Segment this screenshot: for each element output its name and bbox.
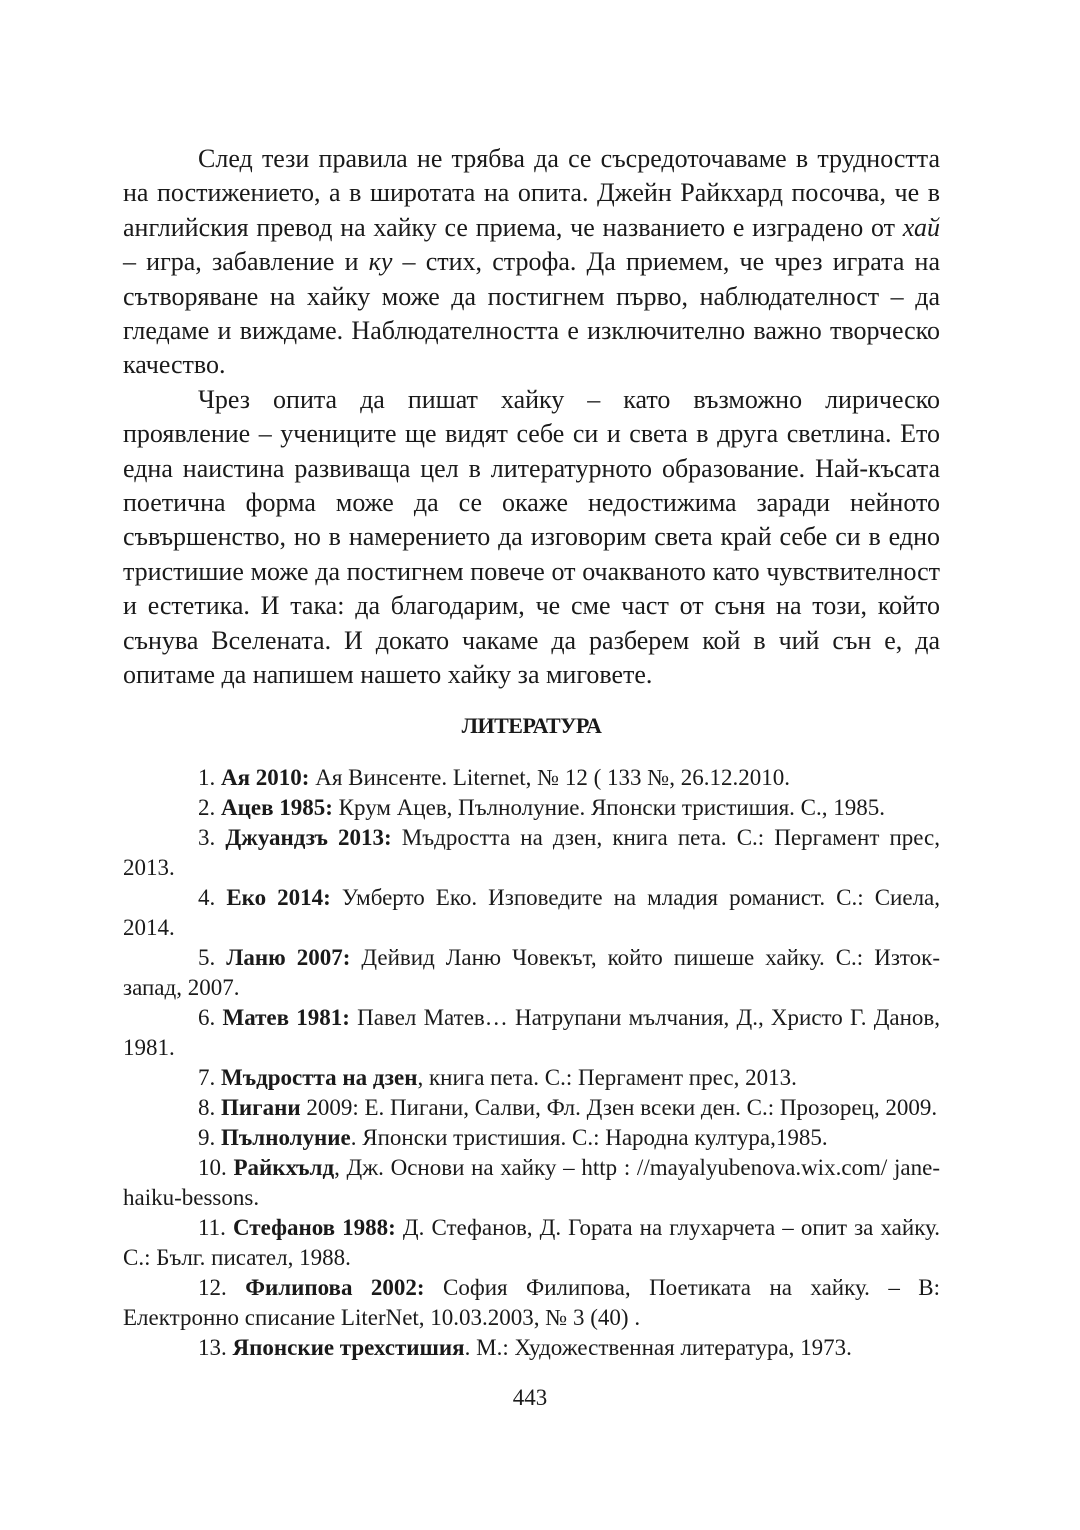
bibliography-entry: [123, 1123, 940, 1153]
body-text: [123, 142, 940, 693]
text-run: 9.: [198, 1125, 221, 1150]
bibliography-entry: [123, 1093, 940, 1123]
text-run: . Японски тристишия. С.: Народна култура,1985.: [350, 1125, 828, 1150]
text-run: 6.: [198, 1005, 223, 1030]
text-run: – игра, забавление и: [123, 247, 369, 277]
bold-run: Райкхълд: [233, 1155, 335, 1180]
text-run: 8.: [198, 1095, 221, 1120]
body-paragraph: [123, 142, 940, 383]
text-run: 13.: [198, 1335, 233, 1360]
text-run: . М.: Художественная литература, 1973.: [464, 1335, 852, 1360]
text-run: 7.: [198, 1065, 221, 1090]
bibliography-entry: [123, 823, 940, 883]
text-run: 2.: [198, 795, 221, 820]
bold-run: Филипова 2002:: [245, 1275, 425, 1300]
italic-run: хай: [902, 212, 940, 242]
bold-run: Еко 2014:: [226, 885, 331, 910]
text-run: 4.: [198, 885, 227, 910]
bibliography-entry: [123, 943, 940, 1003]
bold-run: Мъдростта на дзен: [221, 1065, 418, 1090]
bibliography-heading: ЛИТЕРАТУРА: [461, 713, 602, 738]
bold-run: Стефанов 1988:: [232, 1215, 396, 1240]
text-run: Крум Ацев, Пълнолуние. Японски тристишия. С., 1985.: [332, 795, 886, 820]
text-run: 1.: [198, 765, 221, 790]
text-run: 5.: [198, 945, 227, 970]
text-run: 11.: [198, 1215, 233, 1240]
text-run: 3.: [198, 825, 226, 850]
bold-run: Матев 1981:: [222, 1005, 350, 1030]
bold-run: Ацев 1985:: [221, 795, 333, 820]
bibliography-entry: [123, 883, 940, 943]
bibliography-entry: [123, 1153, 940, 1213]
text-run: , книга пета. С.: Пергамент прес, 2013.: [417, 1065, 797, 1090]
text-run: , Дж. Основи на хайку – http : //mayalyubenova.wix.com/ jane-haiku-bessons.: [123, 1155, 940, 1210]
text-run: София Филипова, Поетиката на хайку. – В: Електронно списание LiterNet, 10.03.2003, № 3 (40) .: [123, 1275, 941, 1330]
bibliography-entry: [123, 763, 940, 793]
text-run: Умберто Еко. Изповедите на младия романист. С.: Сиела, 2014.: [123, 885, 941, 940]
text-run: Дейвид Ланю Човекът, който пишеше хайку. С.: Изток-запад, 2007.: [123, 945, 940, 1000]
text-run: – стих, строфа. Да приемем, че чрез играта на сътворяване на хайку може да постигнем първо, наблюдателност – да гледаме и виждаме. Наблюдателността е изключително важно творческо качество.: [123, 247, 940, 380]
body-paragraph: [123, 383, 940, 693]
bold-run: Пигани: [221, 1095, 301, 1120]
bibliography-list: [123, 763, 940, 1363]
text-run: Павел Матев… Натрупани мълчания, Д., Христо Г. Данов, 1981.: [123, 1005, 941, 1060]
bold-run: Пълнолуние: [221, 1125, 351, 1150]
bibliography-entry: [123, 1333, 940, 1363]
bold-run: Ланю 2007:: [226, 945, 351, 970]
text-run: 12.: [198, 1275, 246, 1300]
italic-run: ку: [368, 247, 393, 277]
text-run: Д. Стефанов, Д. Гората на глухарчета – опит за хайку. С.: Бълг. писател, 1988.: [123, 1215, 940, 1270]
bibliography-entry: [123, 1003, 940, 1063]
bold-run: Японские трехстишия: [232, 1335, 465, 1360]
bibliography-entry: [123, 1273, 940, 1333]
bold-run: Ая 2010:: [221, 765, 310, 790]
text-run: Чрез опита да пишат хайку – като възможно лирическо проявление – учениците ще видят себе си и света в друга светлина. Ето една наистина развиваща цел в литературното образование. Най-късата поетична форма може да се окаже недостижима заради нейното съвършенство, но в намерението да изговорим света край себе си в едно тристишие може да постигнем повече от очакваното като чувствителност и естетика. И така: да благодарим, че сме част от съня на този, който сънува Вселената. И докато чакаме да разберем кой в чий сън е, да опитаме да напишем нашето хайку за миговете.: [123, 384, 940, 690]
page-number: 443: [512, 1385, 548, 1410]
bibliography-entry: [123, 1063, 940, 1093]
text-run: 2009: Е. Пигани, Салви, Фл. Дзен всеки ден. С.: Прозорец, 2009.: [300, 1095, 938, 1120]
bold-run: Джуандзъ 2013:: [225, 825, 392, 850]
text-run: След тези правила не трябва да се съсредоточаваме в трудността на постижението, а в широтата на опита. Джейн Райкхард посочва, че в английския превод на хайку се приема, че названието е изградено от: [123, 144, 940, 242]
text-run: Ая Винсенте. Liternet, № 12 ( 133 №, 26.12.2010.: [309, 765, 790, 790]
text-run: 10.: [198, 1155, 234, 1180]
bibliography-entry: [123, 1213, 940, 1273]
text-run: Мъдростта на дзен, книга пета. С.: Пергамент прес, 2013.: [123, 825, 940, 880]
bibliography-entry: [123, 793, 940, 823]
